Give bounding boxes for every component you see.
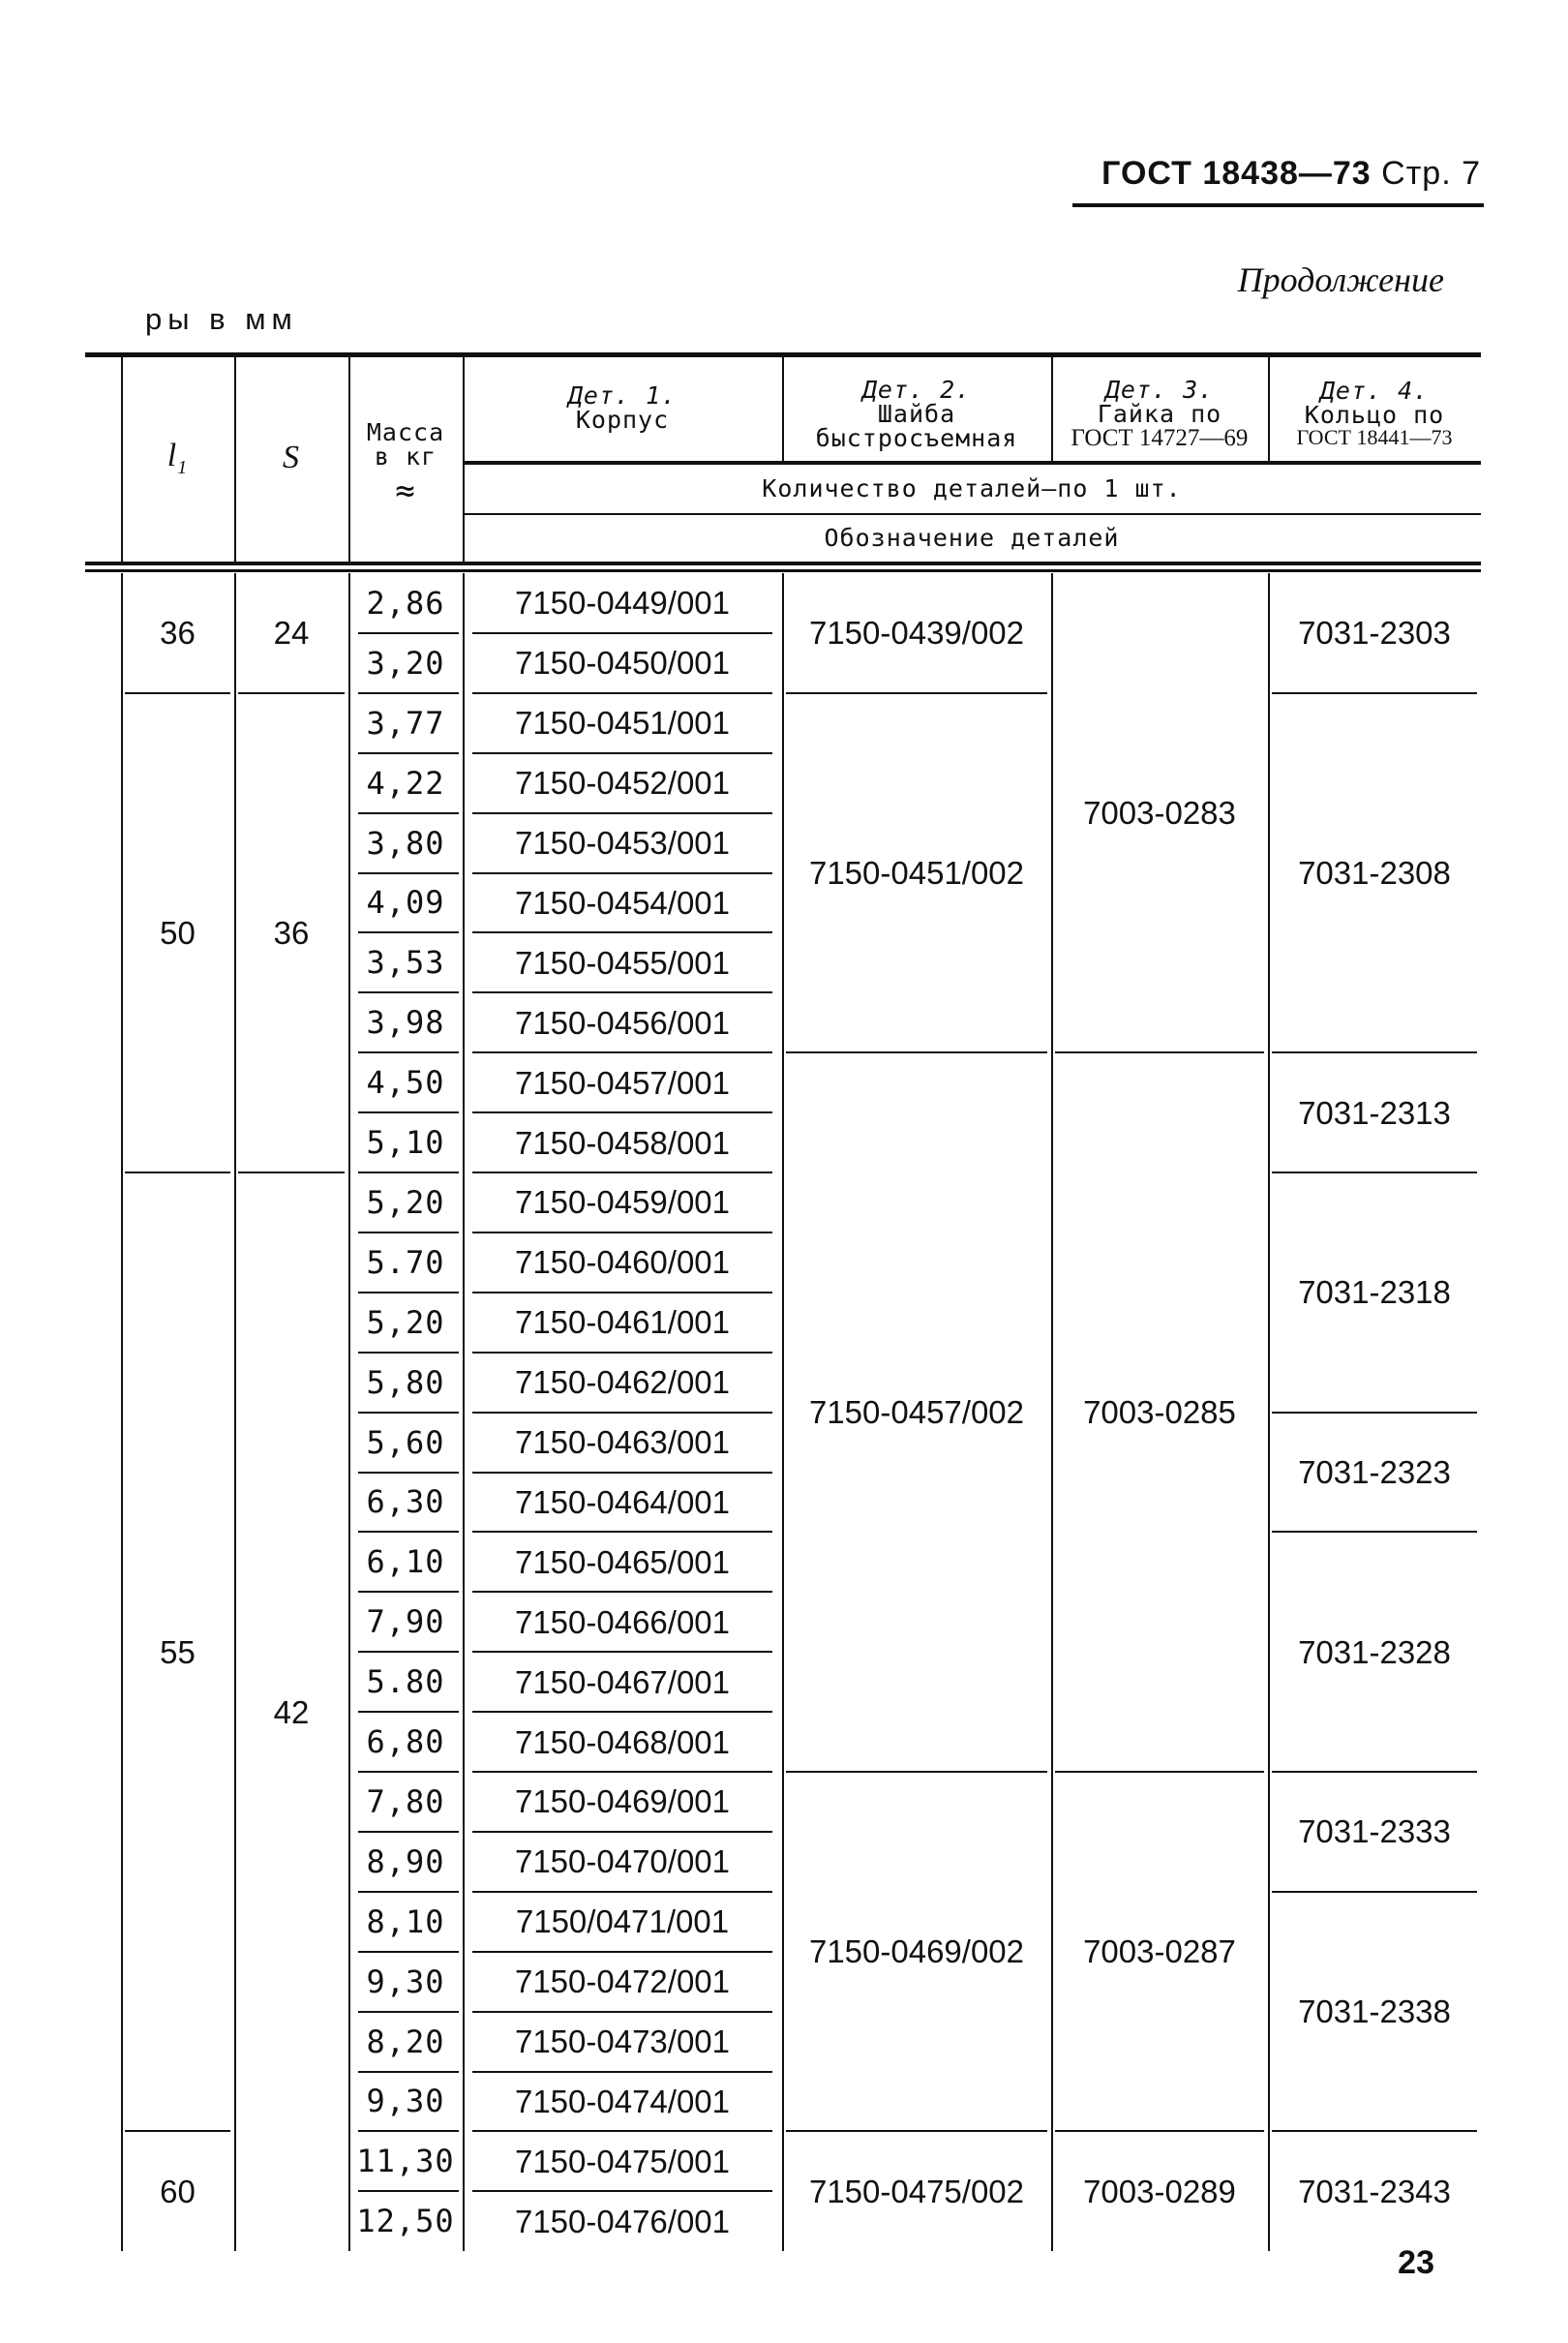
header-vline-left	[121, 356, 123, 562]
header-det2	[782, 356, 1051, 463]
header-det4-num: Дет. 4.	[1319, 377, 1430, 405]
header-rule	[1072, 203, 1484, 207]
mass-value: 5,60	[366, 1423, 445, 1461]
mass-value: 6,30	[366, 1483, 445, 1521]
page-number: 23	[1398, 2244, 1434, 2281]
det1-designation: 7150-0470/001	[514, 1843, 731, 1880]
mass-value: 7,80	[366, 1782, 445, 1820]
det1-designation: 7150-0450/001	[514, 645, 731, 682]
mass-value: 11,30	[356, 2143, 455, 2180]
det2-designation: 7150-0451/002	[808, 854, 1025, 891]
header-mass-line2: в кг	[374, 442, 437, 471]
det4-designation: 7031-2333	[1298, 1813, 1451, 1850]
det4-designation: 7031-2323	[1298, 1453, 1451, 1490]
det4-designation: 7031-2308	[1298, 854, 1451, 891]
mass-value: 3,80	[366, 824, 445, 862]
det1-designation: 7150-0476/001	[514, 2203, 731, 2239]
det1-designation: 7150-0467/001	[514, 1663, 731, 1700]
header-mass	[348, 356, 463, 560]
det1-designation: 7150-0474/001	[514, 2083, 731, 2119]
det1-designation: 7150-0462/001	[514, 1364, 731, 1401]
det1-designation: 7150-0460/001	[514, 1244, 731, 1281]
det1-designation: 7150-0473/001	[514, 2024, 731, 2060]
s-value: 24	[273, 615, 310, 652]
det4-designation: 7031-2313	[1298, 1094, 1451, 1131]
page-header	[1101, 155, 1481, 193]
mass-value: 8,20	[366, 2023, 445, 2060]
mass-value: 5,10	[366, 1124, 445, 1162]
mass-value: 5.80	[366, 1663, 445, 1701]
header-det1	[463, 356, 782, 463]
l1-value: 50	[160, 914, 196, 951]
header-det2-name2: быстросъемная	[815, 423, 1018, 452]
mass-value: 9,30	[366, 1963, 445, 2000]
mass-value: 5,80	[366, 1363, 445, 1401]
mass-value: 3,77	[366, 704, 445, 742]
l1-value: 36	[160, 615, 196, 652]
det1-designation: 7150-0459/001	[514, 1184, 731, 1221]
mass-value: 5.70	[366, 1243, 445, 1281]
mass-value: 4,22	[366, 764, 445, 802]
s-value: 42	[273, 1693, 310, 1730]
det1-designation: 7150-0458/001	[514, 1124, 731, 1161]
det1-designation: 7150-0457/001	[514, 1064, 731, 1101]
mass-value: 6,10	[366, 1543, 445, 1581]
units-note: ры в мм	[145, 302, 298, 336]
standard-number: ГОСТ 18438—73	[1101, 155, 1372, 192]
l1-value: 60	[160, 2173, 196, 2209]
page-label: Стр. 7	[1381, 155, 1481, 192]
det1-designation: 7150-0464/001	[514, 1483, 731, 1520]
det2-designation: 7150-0475/002	[808, 2173, 1025, 2209]
header-vline-2	[463, 356, 465, 562]
det3-designation: 7003-0285	[1083, 1394, 1236, 1431]
mass-value: 5,20	[366, 1183, 445, 1221]
header-s	[234, 356, 348, 560]
det4-designation: 7031-2338	[1298, 1993, 1451, 2030]
header-sub-rule-quantity	[463, 463, 1481, 465]
mass-value: 4,09	[366, 884, 445, 922]
det1-designation: 7150-0449/001	[514, 585, 731, 622]
det1-designation: 7150-0465/001	[514, 1543, 731, 1580]
det2-designation: 7150-0439/002	[808, 615, 1025, 652]
mass-value: 5,20	[366, 1303, 445, 1341]
header-l1-letter: l	[166, 437, 178, 473]
s-value: 36	[273, 914, 310, 951]
det1-designation: 7150-0463/001	[514, 1424, 731, 1461]
det1-designation: 7150-0451/001	[514, 705, 731, 742]
det3-designation: 7003-0289	[1083, 2173, 1236, 2209]
header-det2-name: Шайба	[877, 399, 956, 428]
mass-value: 8,10	[366, 1902, 445, 1940]
det1-designation: 7150-0453/001	[514, 825, 731, 862]
mass-value: 8,90	[366, 1842, 445, 1880]
det2-designation: 7150-0457/002	[808, 1394, 1025, 1431]
header-det-vline-1	[1051, 356, 1053, 463]
det1-designation: 7150-0466/001	[514, 1603, 731, 1640]
mass-value: 3,53	[366, 944, 445, 982]
header-det4	[1268, 356, 1481, 463]
header-det-vline-0	[782, 356, 784, 463]
det3-designation: 7003-0283	[1083, 795, 1236, 832]
mass-value: 12,50	[356, 2203, 455, 2240]
continuation-label: Продолжение	[1237, 260, 1444, 299]
det1-designation: 7150-0461/001	[514, 1304, 731, 1341]
header-det-top-rule	[463, 461, 1481, 463]
det1-designation: 7150-0475/001	[514, 2143, 731, 2179]
header-bottom-rule	[85, 562, 1481, 565]
det3-designation: 7003-0287	[1083, 1933, 1236, 1970]
header-det-vline-2	[1268, 356, 1270, 463]
header-det2-num: Дет. 2.	[861, 375, 972, 404]
header-l1-subscript: 1	[177, 456, 189, 478]
header-designation: Обозначение деталей	[824, 523, 1120, 552]
header-quantity: Количество деталей—по 1 шт.	[762, 473, 1182, 502]
header-det3-name2: ГОСТ 14727—69	[1070, 424, 1249, 451]
header-vline-0	[234, 356, 236, 562]
det4-designation: 7031-2343	[1298, 2173, 1451, 2209]
mass-value: 2,86	[366, 584, 445, 622]
header-vline-1	[348, 356, 350, 562]
det2-designation: 7150-0469/002	[808, 1933, 1025, 1970]
header-det3	[1051, 356, 1268, 463]
header-det1-num: Дет. 1.	[567, 381, 678, 410]
header-sub-rule-designation	[463, 513, 1481, 515]
header-det4-name: Кольцо по	[1304, 401, 1445, 429]
mass-value: 4,50	[366, 1064, 445, 1102]
header-bottom-rule-2	[85, 569, 1481, 572]
det1-designation: 7150-0472/001	[514, 1963, 731, 2000]
header-l1	[121, 356, 234, 560]
det1-designation: 7150-0454/001	[514, 884, 731, 921]
header-det1-name: Корпус	[575, 406, 670, 434]
mass-value: 9,30	[366, 2083, 445, 2120]
header-det4-name2: ГОСТ 18441—73	[1296, 425, 1453, 449]
mass-value: 3,20	[366, 644, 445, 682]
header-s-letter: S	[283, 440, 300, 475]
header-det3-num: Дет. 3.	[1104, 375, 1215, 404]
det1-designation: 7150-0469/001	[514, 1783, 731, 1820]
mass-value: 7,90	[366, 1603, 445, 1641]
header-det3-name: Гайка по	[1097, 399, 1222, 428]
header-mass-approx: ≈	[395, 472, 416, 510]
det1-designation: 7150-0455/001	[514, 944, 731, 981]
det1-designation: 7150/0471/001	[515, 1903, 730, 1940]
det4-designation: 7031-2318	[1298, 1274, 1451, 1311]
l1-value: 55	[160, 1633, 196, 1670]
mass-value: 3,98	[366, 1004, 445, 1042]
det4-designation: 7031-2303	[1298, 615, 1451, 652]
det4-designation: 7031-2328	[1298, 1633, 1451, 1670]
det1-designation: 7150-0452/001	[514, 765, 731, 802]
mass-value: 6,80	[366, 1723, 445, 1761]
det1-designation: 7150-0456/001	[514, 1004, 731, 1041]
det1-designation: 7150-0468/001	[514, 1723, 731, 1760]
header-mass-line1: Масса	[366, 418, 445, 446]
